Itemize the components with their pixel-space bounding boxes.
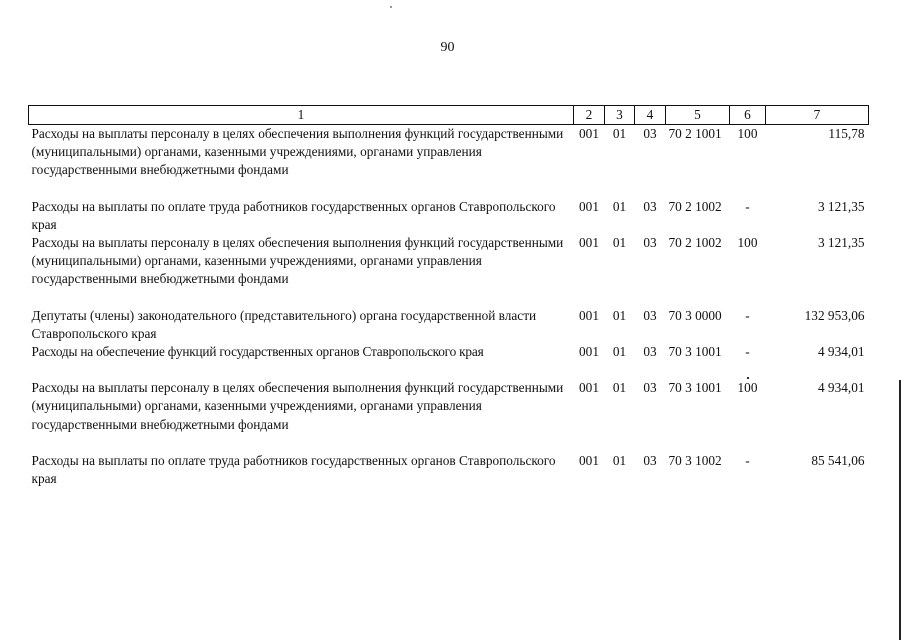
row-code-3: 01 — [612, 235, 627, 251]
table-row — [29, 452, 869, 488]
row-code-5: 70 3 1002 — [668, 452, 722, 468]
row-amount: 85 541,06 — [811, 452, 865, 468]
column-header: 4 — [635, 106, 666, 125]
row-amount: 4 934,01 — [817, 344, 865, 360]
row-amount: 3 121,35 — [817, 235, 865, 251]
row-description: Расходы на обеспечение функций государственных органов Ставропольского края — [31, 344, 484, 360]
column-header: 6 — [730, 106, 766, 125]
row-code-3: 01 — [612, 198, 627, 214]
row-code-2: 001 — [579, 235, 599, 251]
column-number-header — [29, 106, 869, 125]
row-spacer — [29, 434, 869, 452]
row-spacer — [29, 361, 869, 379]
row-spacer — [29, 289, 869, 307]
table-row — [29, 125, 869, 180]
row-code-6: 100 — [737, 380, 758, 396]
row-description: Расходы на выплаты персоналу в целях обеспечения выполнения функций государственными (муниципальными) органами, казенными учреждениями, органами управления государственными внебюджетными фондами — [31, 380, 564, 432]
row-code-3: 01 — [612, 307, 627, 323]
page-edge-line — [899, 380, 901, 640]
row-code-6: 100 — [737, 126, 758, 141]
row-code-5: 70 2 1001 — [668, 126, 722, 141]
row-code-3: 01 — [612, 380, 627, 396]
row-code-3: 01 — [612, 344, 627, 360]
column-header: 2 — [574, 106, 605, 125]
row-code-5: 70 3 0000 — [668, 307, 722, 323]
row-code-4: 03 — [643, 452, 657, 468]
row-code-5: 70 3 1001 — [668, 344, 722, 360]
row-code-4: 03 — [643, 307, 657, 323]
row-description: Расходы на выплаты персоналу в целях обеспечения выполнения функций государственными (муниципальными) органами, казенными учреждениями, органами управления государственными внебюджетными фондами — [31, 126, 564, 178]
row-code-5: 70 2 1002 — [668, 198, 722, 214]
row-code-4: 03 — [643, 344, 657, 360]
row-amount: 115,78 — [828, 126, 865, 141]
row-code-6: - — [745, 198, 750, 214]
row-amount: 3 121,35 — [817, 198, 865, 214]
column-header: 1 — [29, 106, 574, 125]
row-code-6: - — [745, 452, 750, 468]
row-code-5: 70 3 1001 — [668, 380, 722, 396]
row-code-4: 03 — [643, 380, 657, 396]
page-number: 90 — [440, 40, 455, 55]
row-code-3: 01 — [612, 126, 627, 141]
row-code-2: 001 — [579, 198, 599, 214]
row-code-2: 001 — [579, 344, 599, 360]
row-amount: 132 953,06 — [804, 307, 865, 323]
column-header: 3 — [605, 106, 635, 125]
row-code-4: 03 — [643, 126, 657, 141]
table-row — [29, 198, 869, 234]
row-code-4: 03 — [643, 235, 657, 251]
row-code-6: 100 — [737, 235, 758, 251]
row-code-2: 001 — [579, 126, 599, 141]
scan-speck — [390, 6, 392, 8]
budget-table — [28, 105, 869, 488]
scan-speck — [747, 377, 749, 379]
row-description: Расходы на выплаты по оплате труда работников государственных органов Ставропольского края — [31, 452, 556, 487]
table-row — [29, 343, 869, 361]
row-code-2: 001 — [579, 380, 599, 396]
row-amount: 4 934,01 — [817, 380, 865, 396]
row-code-2: 001 — [579, 307, 599, 323]
row-code-6: - — [745, 307, 750, 323]
row-spacer — [29, 180, 869, 198]
row-description: Расходы на выплаты по оплате труда работников государственных органов Ставропольского края — [31, 198, 556, 232]
row-code-3: 01 — [612, 452, 627, 468]
column-header: 5 — [666, 106, 730, 125]
table-row — [29, 234, 869, 289]
table-row — [29, 379, 869, 434]
row-code-6: - — [745, 344, 750, 360]
table-row — [29, 307, 869, 343]
row-code-2: 001 — [579, 452, 599, 468]
row-description: Расходы на выплаты персоналу в целях обеспечения выполнения функций государственными (муниципальными) органами, казенными учреждениями, органами управления государственными внебюджетными фондами — [31, 235, 564, 287]
row-code-4: 03 — [643, 198, 657, 214]
column-header: 7 — [766, 106, 869, 125]
row-description: Депутаты (члены) законодательного (представительного) органа государственной власти Ставропольского края — [31, 307, 537, 341]
row-code-5: 70 2 1002 — [668, 235, 722, 251]
